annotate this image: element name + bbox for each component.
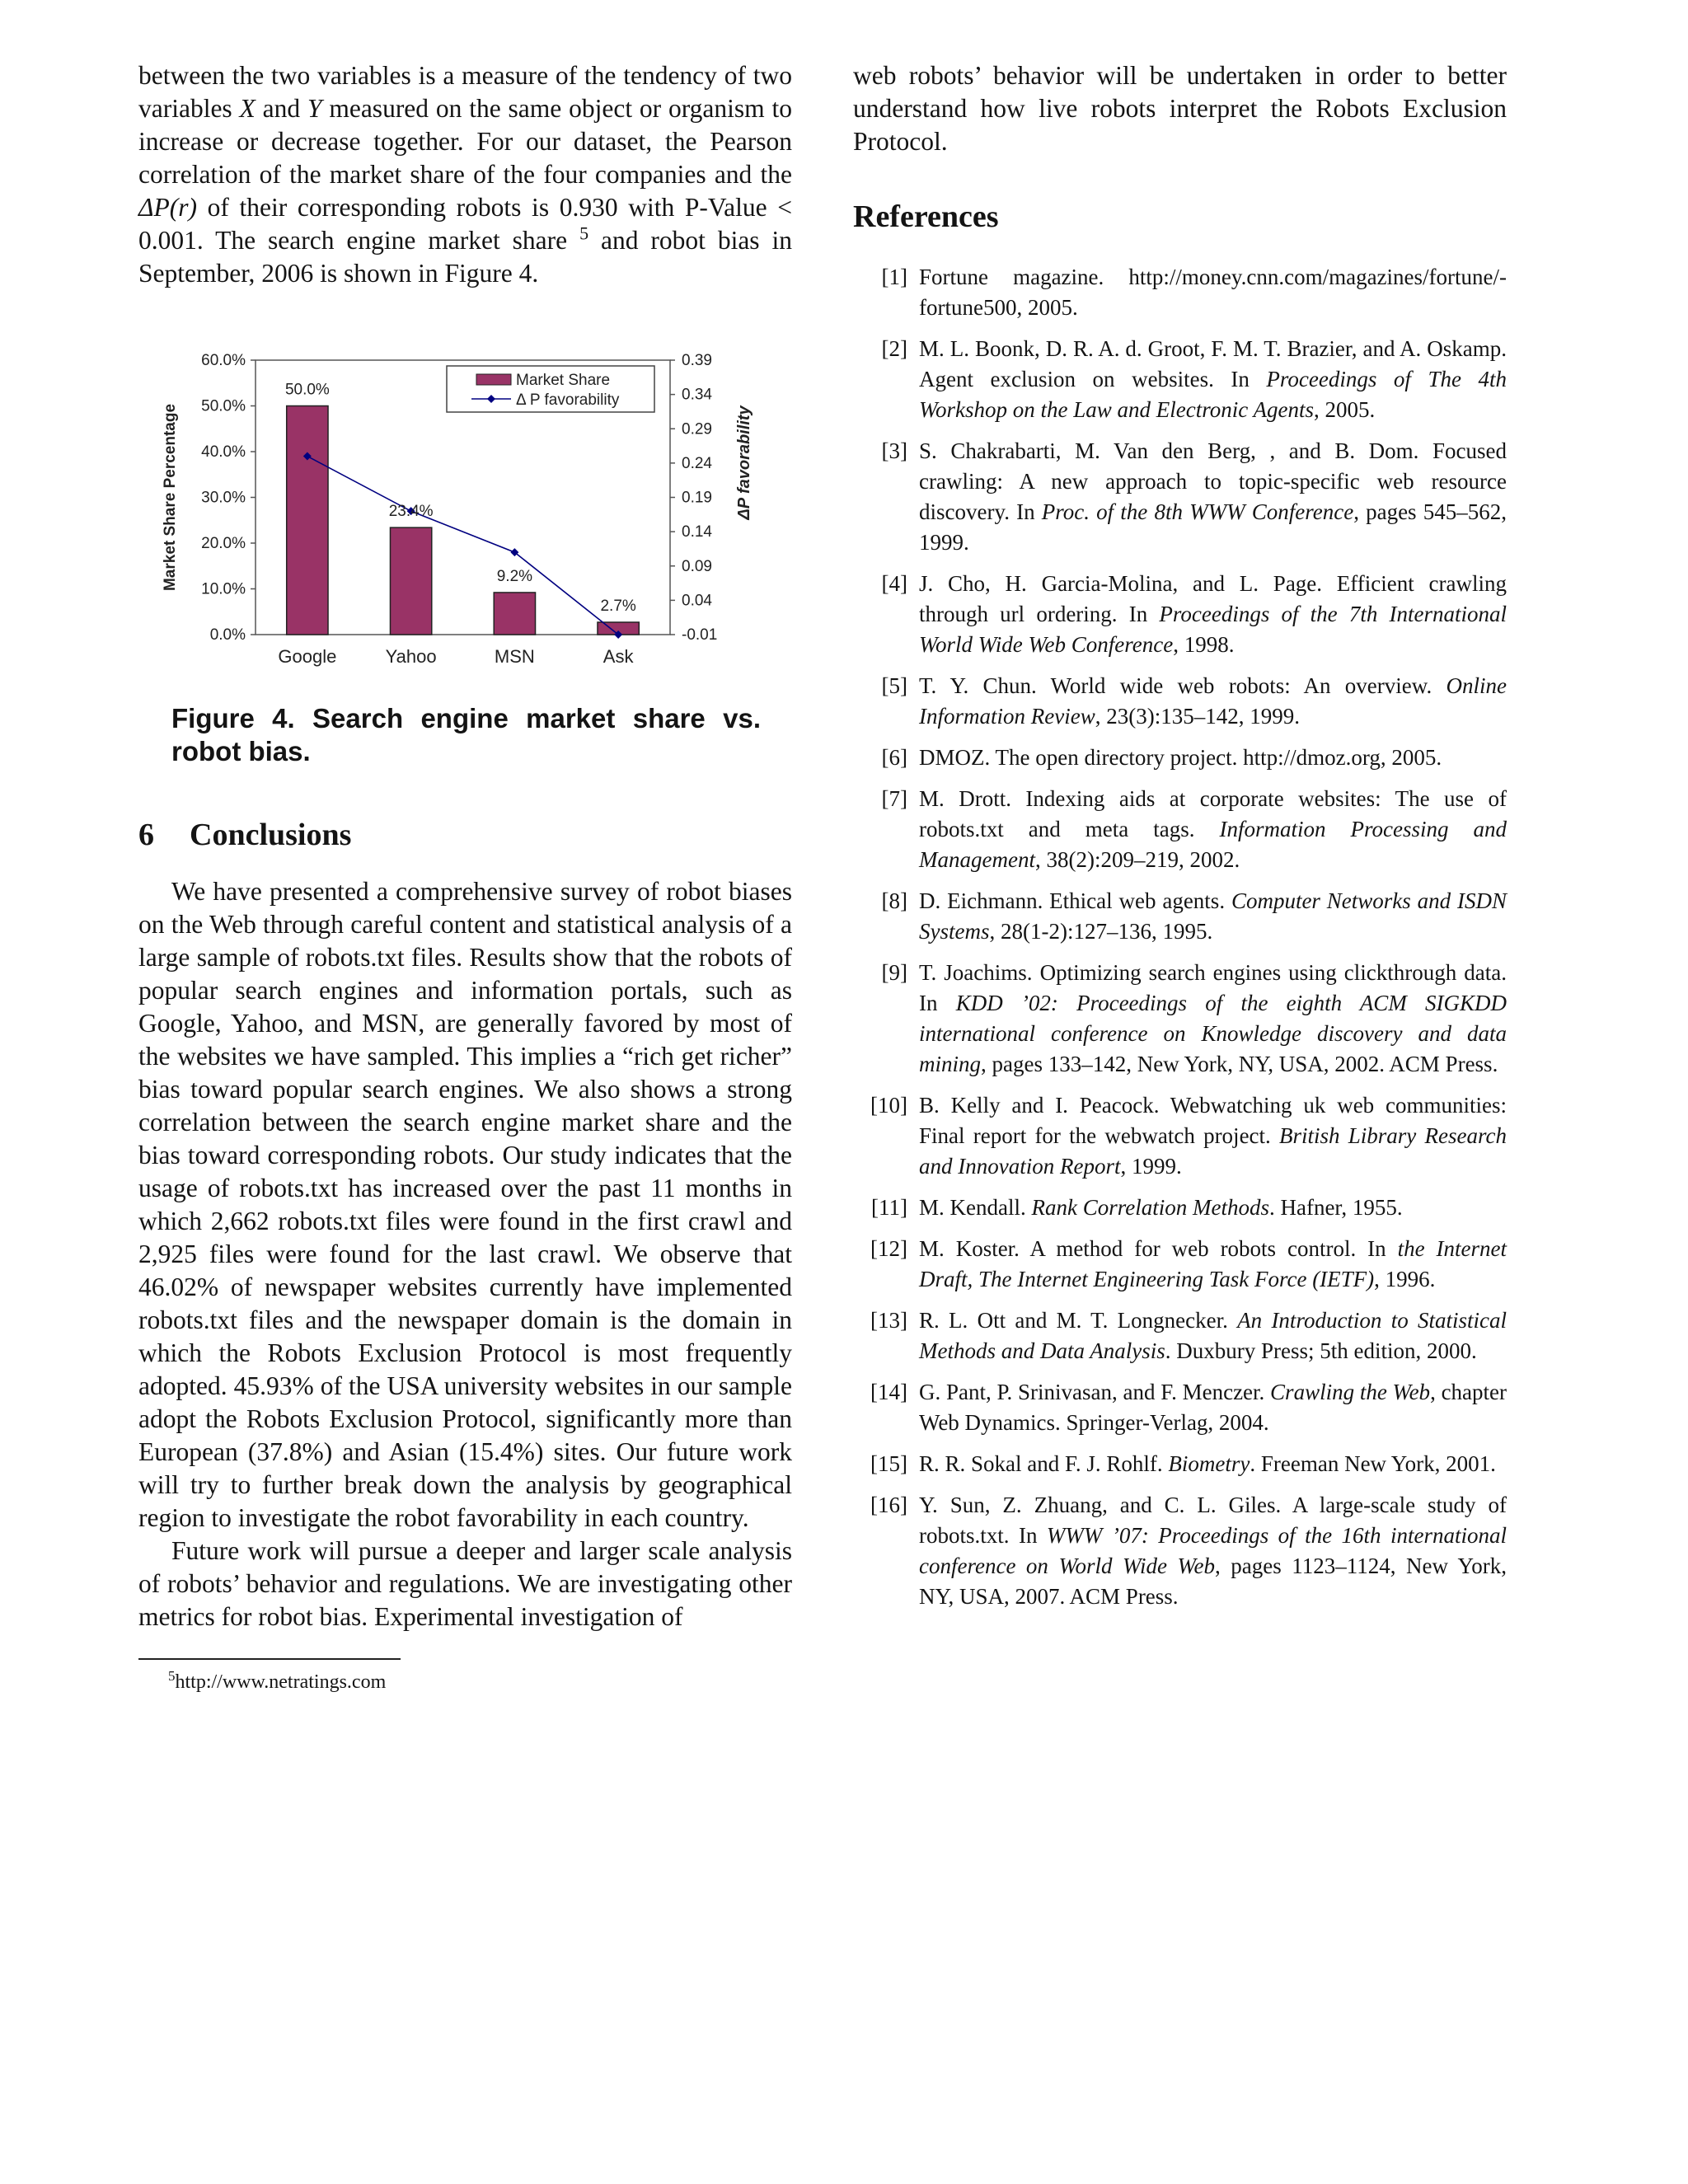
y-tick-label: 40.0% — [201, 443, 246, 461]
y2-tick-label: 0.39 — [682, 352, 712, 369]
reference-text: M. Koster. A method for web robots control. In the Internet Draft, The Internet Engineering Task Force (IETF), 1996. — [919, 1236, 1507, 1291]
y-tick-label: 10.0% — [201, 580, 246, 598]
reference-item — [853, 334, 1507, 425]
reference-number: [15] — [870, 1451, 907, 1476]
reference-item — [853, 886, 1507, 947]
left-column — [138, 59, 792, 1695]
reference-number: [14] — [870, 1380, 907, 1404]
reference-item — [853, 1090, 1507, 1182]
section-number: 6 — [138, 818, 154, 852]
y-tick-label: 0.0% — [209, 626, 246, 644]
reference-item — [853, 671, 1507, 732]
footnote-url[interactable]: http://www.netratings.com — [175, 1671, 387, 1693]
x-tick-label: Ask — [603, 646, 634, 667]
legend-swatch-bar — [476, 374, 511, 385]
figure-caption: Figure 4. Search engine market share vs. robot bias. — [171, 703, 761, 766]
footnote-marker: 5 — [579, 223, 589, 244]
market-share-chart — [138, 330, 792, 701]
reference-item — [853, 784, 1507, 875]
bar-value-label: 23.4% — [388, 503, 434, 521]
references-heading: References — [853, 199, 999, 234]
reference-number: [9] — [881, 960, 907, 985]
reference-text: G. Pant, P. Srinivasan, and F. Menczer. Crawling the Web, chapter Web Dynamics. Springer-Verlag, 2004. — [919, 1380, 1507, 1435]
footnote — [138, 1663, 792, 1695]
y2-tick-label: 0.09 — [682, 557, 712, 575]
reference-text: Fortune magazine. http://money.cnn.com/magazines/fortune/-fortune500, 2005. — [919, 265, 1507, 320]
reference-item — [853, 1490, 1507, 1612]
reference-text: B. Kelly and I. Peacock. Webwatching uk web communities: Final report for the webwatch project. British Library Research and Innovation Report, 1999. — [919, 1093, 1507, 1179]
reference-number: [10] — [870, 1093, 907, 1118]
references-list — [853, 262, 1507, 1612]
reference-item — [853, 1305, 1507, 1366]
reference-item — [853, 1193, 1507, 1223]
y2-tick-label: -0.01 — [682, 626, 718, 644]
reference-number: [12] — [870, 1236, 907, 1261]
continuation-paragraph: web robots’ behavior will be undertaken in order to better understand how live robots interpret the Robots Exclusion Protocol. — [853, 61, 1507, 156]
reference-number: [7] — [881, 786, 907, 811]
section-title: Conclusions — [190, 818, 352, 852]
reference-item — [853, 1377, 1507, 1438]
legend-label-favorability: Δ P favorability — [516, 391, 620, 409]
reference-number: [16] — [870, 1493, 907, 1517]
figure-4 — [138, 330, 792, 816]
reference-number: [1] — [881, 265, 907, 289]
y2-tick-label: 0.14 — [682, 523, 712, 541]
reference-text: T. Joachims. Optimizing search engines using clickthrough data. In KDD ’02: Proceedings of the eighth ACM SIGKDD international conference on Knowledge discovery and data mining, pages 133–142, New York, NY, USA, 2002. ACM Press. — [919, 960, 1507, 1076]
reference-number: [2] — [881, 336, 907, 361]
reference-item — [853, 1449, 1507, 1479]
y2-tick-label: 0.04 — [682, 592, 712, 610]
y-axis-title: Market Share Percentage — [162, 403, 179, 592]
conclusions-paragraph-1: We have presented a comprehensive survey of robot biases on the Web through careful content and statistical analysis of a large sample of robots.txt files. Results show that the robots of popular search engines and information portals, such as Google, Yahoo, and MSN, are generally favored by most of the websites we have sampled. This implies a “rich get richer” bias toward popular search engines. We also shows a strong correlation between the search engine market share and the bias toward corresponding robots. Our study indicates that the usage of robots.txt has increased over the past 11 months in which 2,662 robots.txt files were found in the first crawl and 2,925 files were found for the last crawl. We observe that 46.02% of newspaper websites currently have implemented robots.txt files and the newspaper domain is the domain in which the Robots Exclusion Protocol is most frequently adopted. 45.93% of the USA university websites in our sample adopt the Robots Exclusion Protocol, significantly more than European (37.8%) and Asian (15.4%) sites. Our future work will try to further break down the analysis by geographical region to investigate the robot favorability in each country. — [138, 877, 792, 1532]
reference-text: J. Cho, H. Garcia-Molina, and L. Page. Efficient crawling through url ordering. In Proceedings of the 7th International World Wide Web Conference, 1998. — [919, 571, 1507, 657]
reference-number: [11] — [871, 1195, 907, 1220]
reference-text: R. R. Sokal and F. J. Rohlf. Biometry. Freeman New York, 2001. — [919, 1451, 1496, 1476]
reference-number: [3] — [881, 438, 907, 463]
y-tick-label: 60.0% — [201, 352, 246, 369]
y-tick-label: 50.0% — [201, 397, 246, 415]
reference-text: M. L. Boonk, D. R. A. d. Groot, F. M. T. Brazier, and A. Oskamp. Agent exclusion on websites. In Proceedings of The 4th Workshop on the Law and Electronic Agents, 2005. — [919, 336, 1507, 422]
reference-number: [8] — [881, 888, 907, 913]
reference-text: T. Y. Chun. World wide web robots: An overview. Online Information Review, 23(3):135–142, 1999. — [919, 673, 1507, 729]
x-tick-label: Yahoo — [385, 646, 437, 667]
reference-item — [853, 436, 1507, 558]
footnote-number: 5 — [168, 1668, 176, 1684]
reference-text: DMOZ. The open directory project. http://dmoz.org, 2005. — [919, 745, 1442, 770]
x-tick-label: MSN — [494, 646, 535, 667]
reference-text: R. L. Ott and M. T. Longnecker. An Introduction to Statistical Methods and Data Analysis. Duxbury Press; 5th edition, 2000. — [919, 1308, 1507, 1363]
y2-tick-label: 0.34 — [682, 386, 712, 404]
legend-label-market-share: Market Share — [516, 372, 611, 389]
reference-text: S. Chakrabarti, M. Van den Berg, , and B. Dom. Focused crawling: A new approach to topic-specific web resource discovery. In Proc. of the 8th WWW Conference, pages 545–562, 1999. — [919, 438, 1507, 555]
reference-number: [6] — [881, 745, 907, 770]
bar-msn — [494, 593, 535, 635]
bar-yahoo — [390, 527, 431, 635]
reference-item — [853, 569, 1507, 660]
reference-item — [853, 958, 1507, 1080]
reference-item — [853, 1234, 1507, 1295]
bar-value-label: 2.7% — [600, 598, 636, 616]
footnote-divider — [138, 1658, 401, 1660]
y-tick-label: 20.0% — [201, 535, 246, 552]
conclusions-paragraph-2: Future work will pursue a deeper and larger scale analysis of robots’ behavior and regulations. We are investigating other metrics for robot bias. Experimental investigation of — [138, 1536, 792, 1631]
reference-text: D. Eichmann. Ethical web agents. Computer Networks and ISDN Systems, 28(1-2):127–136, 1995. — [919, 888, 1507, 944]
y2-tick-label: 0.24 — [682, 454, 712, 472]
bar-google — [287, 406, 328, 635]
reference-item — [853, 743, 1507, 773]
x-tick-label: Google — [278, 646, 337, 667]
y2-tick-label: 0.19 — [682, 489, 712, 507]
chart-legend — [447, 366, 654, 412]
reference-text: M. Kendall. Rank Correlation Methods. Hafner, 1955. — [919, 1195, 1403, 1220]
y2-axis-title: ΔP favorability — [735, 405, 753, 520]
reference-text: M. Drott. Indexing aids at corporate websites: The use of robots.txt and meta tags. Information Processing and Management, 38(2):209–219, 2002. — [919, 786, 1507, 872]
reference-number: [4] — [881, 571, 907, 596]
section-heading — [138, 816, 792, 854]
reference-text: Y. Sun, Z. Zhuang, and C. L. Giles. A large-scale study of robots.txt. In WWW ’07: Proceedings of the 16th international conference on World Wide Web, pages 1123–1124, New York, NY, USA, 2007. ACM Press. — [919, 1493, 1507, 1609]
bar-value-label: 9.2% — [496, 567, 533, 585]
reference-number: [5] — [881, 673, 907, 698]
reference-item — [853, 262, 1507, 323]
favorability-line — [307, 457, 618, 635]
reference-number: [13] — [870, 1308, 907, 1333]
bar-value-label: 50.0% — [284, 381, 330, 399]
right-column — [853, 59, 1507, 1623]
intro-paragraph: between the two variables is a measure of the tendency of two variables X and Y measured on the same object or organism to increase or decrease together. For our dataset, the Pearson correlation of the market share of the four companies and the ΔP(r) of their corresponding robots is 0.930 with P-Value < 0.001. The search engine market share $^5$ and robot bias in September, 2006 is shown in Figure 4. — [138, 61, 792, 288]
y2-tick-label: 0.29 — [682, 420, 712, 438]
y-tick-label: 30.0% — [201, 489, 246, 507]
